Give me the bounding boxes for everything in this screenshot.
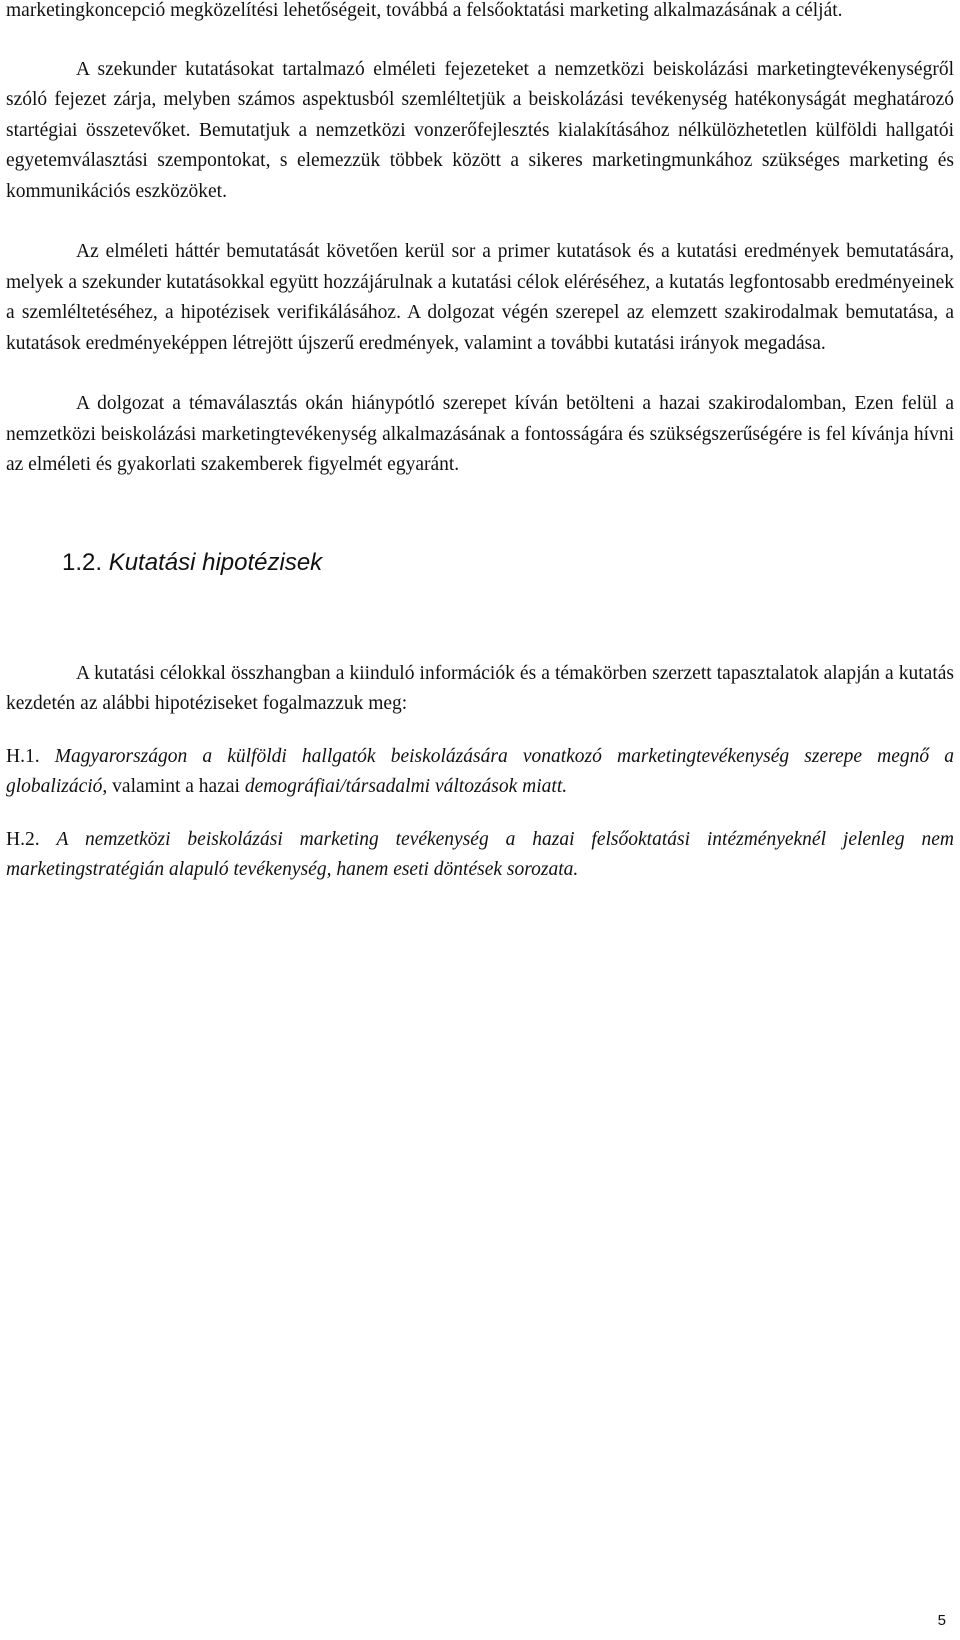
section-number: 1.2. — [62, 548, 103, 576]
page-number: 5 — [937, 1612, 946, 1629]
spacer — [6, 27, 954, 55]
spacer — [6, 359, 954, 389]
hypothesis-h1 — [6, 742, 954, 803]
spacer — [6, 720, 954, 742]
spacer — [6, 207, 954, 237]
spacer — [6, 481, 954, 547]
paragraph-primary-research: Az elméleti háttér bemutatását követően kerül sor a primer kutatások és a kutatási eredmények bemutatására, melyek a szekunder kutatásokkal együtt hozzájárulnak a kutatási célok eléréséhez, a kutatás legfontosabb eredményeinek a szemléltetéséhez, a hipotézisek verifikálásához. A dolgozat végén szerepel az elemzett szakirodalmak bemutatása, a kutatások eredményeképpen létrejött újszerű eredmények, valamint a további kutatási irányok megadása. — [6, 241, 954, 354]
hypothesis-label: H.1. — [6, 745, 40, 767]
section-title: Kutatási hipotézisek — [108, 548, 323, 576]
hypothesis-h2 — [6, 825, 954, 886]
hypothesis-text-plain: , valamint a hazai — [102, 776, 245, 797]
hypothesis-label: H.2. — [6, 828, 40, 850]
paragraph-topic-choice: A dolgozat a témaválasztás okán hiánypótló szerepet kíván betölteni a hazai szakirodalomban, Ezen felül a nemzetközi beiskolázási marketingtevékenység alkalmazásának a fontosságára és szükségszerűségére is fel kívánja hívni az elméleti és gyakorlati szakemberek figyelmét egyaránt. — [6, 393, 954, 475]
hypothesis-text: Magyarországon a külföldi hallgatók beiskolázására vonatkozó marketingtevékenység szerepe megnő a globalizáció — [6, 745, 955, 797]
paragraph-secondary-research: A szekunder kutatásokat tartalmazó elméleti fejezeteket a nemzetközi beiskolázási marketingtevékenységről szóló fejezet zárja, melyben számos aspektusból szemléltetjük a beiskolázási tevékenység hatékonyságát meghatározó startégiai összetevőket. Bemutatjuk a nemzetközi vonzerőfejlesztés kialakításához nélkülözhetetlen külföldi hallgatói egyetemválasztási szempontokat, s elemezzük többek között a sikeres marketingmunkához szükséges marketing és kommunikációs eszközöket. — [6, 58, 954, 202]
hypothesis-text: demográfiai/társadalmi változások miatt. — [244, 776, 568, 797]
document-page — [6, 0, 954, 886]
section-heading — [6, 547, 954, 579]
paragraph-marketing-concept: marketingkoncepció megközelítési lehetőségeit, továbbá a felsőoktatási marketing alkalmazásának a célját. — [6, 0, 843, 21]
spacer — [6, 803, 954, 825]
paragraph-hypotheses-intro: A kutatási célokkal összhangban a kiinduló információk és a témakörben szerzett tapasztalatok alapján a kutatás kezdetén az alábbi hipotéziseket fogalmazzuk meg: — [6, 662, 954, 714]
spacer — [6, 579, 954, 659]
hypothesis-text: A nemzetközi beiskolázási marketing tevékenység a hazai felsőoktatási intézményeknél jelenleg nem marketingstratégián alapuló tevékenység, hanem eseti döntések sorozata. — [6, 828, 955, 880]
